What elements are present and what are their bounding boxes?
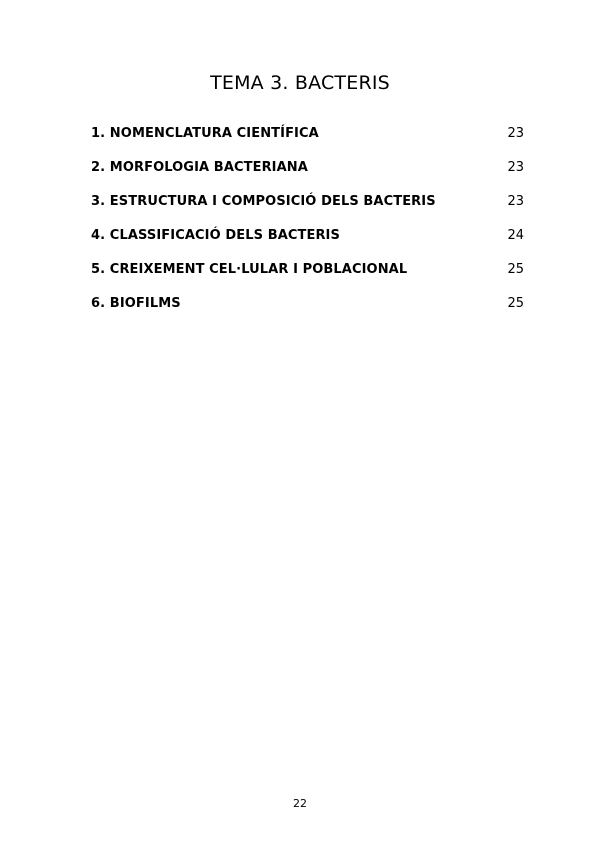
toc-entry-nomenclatura bbox=[91, 116, 524, 150]
toc-entry-label: 3. ESTRUCTURA I COMPOSICIÓ DELS BACTERIS bbox=[91, 193, 436, 209]
page-title: TEMA 3. BACTERIS bbox=[210, 72, 390, 94]
table-of-contents bbox=[91, 116, 524, 320]
toc-entry-estructura bbox=[91, 184, 524, 218]
toc-entry-morfologia bbox=[91, 150, 524, 184]
toc-entry-page: 25 bbox=[507, 295, 524, 311]
page-number: 22 bbox=[293, 797, 307, 810]
toc-entry-creixement bbox=[91, 252, 524, 286]
toc-entry-label: 4. CLASSIFICACIÓ DELS BACTERIS bbox=[91, 227, 340, 243]
toc-entry-label: 5. CREIXEMENT CEL·LULAR I POBLACIONAL bbox=[91, 261, 408, 277]
toc-entry-page: 24 bbox=[507, 227, 524, 243]
toc-entry-label: 2. MORFOLOGIA BACTERIANA bbox=[91, 159, 308, 175]
toc-entry-label: 6. BIOFILMS bbox=[91, 295, 181, 311]
toc-entry-page: 23 bbox=[507, 159, 524, 175]
toc-entry-page: 25 bbox=[507, 261, 524, 277]
toc-entry-biofilms bbox=[91, 286, 524, 320]
toc-entry-page: 23 bbox=[507, 125, 524, 141]
toc-entry-label: 1. NOMENCLATURA CIENTÍFICA bbox=[91, 125, 319, 141]
toc-entry-classificacio bbox=[91, 218, 524, 252]
toc-entry-page: 23 bbox=[507, 193, 524, 209]
